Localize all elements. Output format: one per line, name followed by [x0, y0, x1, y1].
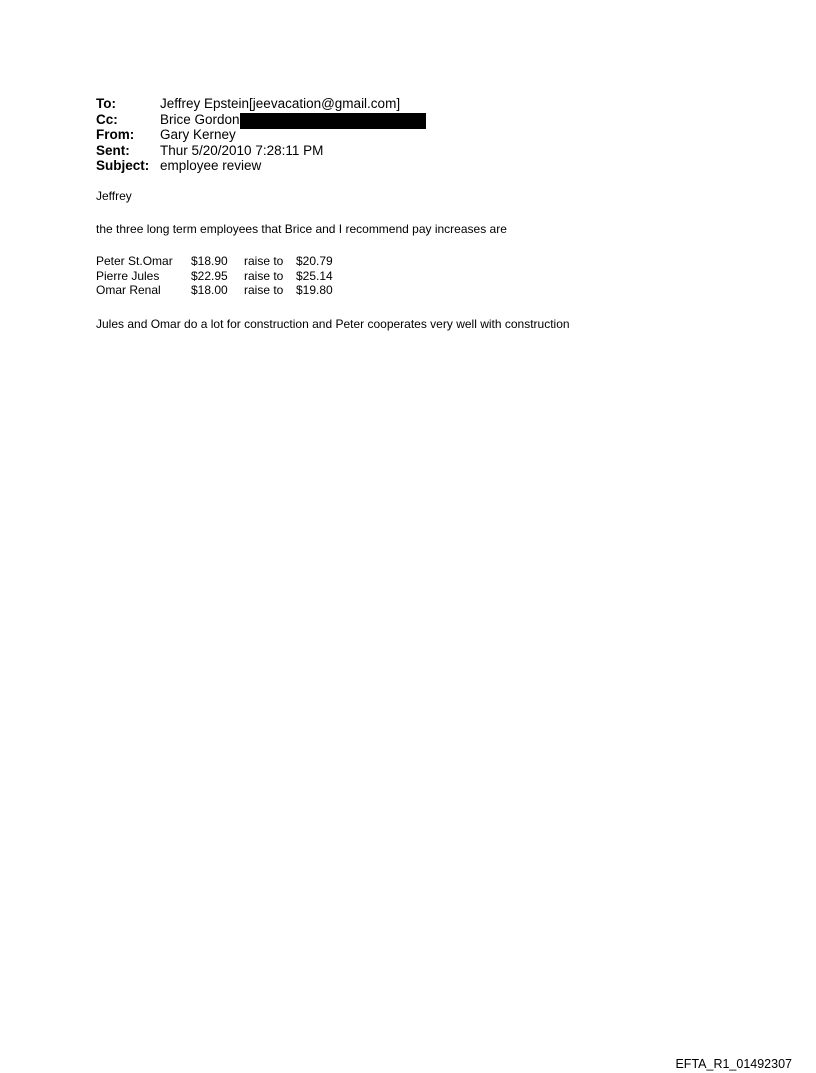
- employee-name: Pierre Jules: [96, 268, 160, 283]
- cc-value: Brice Gordon: [160, 111, 240, 127]
- current-rate: $18.00: [191, 283, 228, 297]
- current-rate: $22.95: [191, 268, 228, 283]
- new-rate: $25.14: [296, 268, 333, 283]
- to-row: [96, 96, 400, 112]
- intro-paragraph: the three long term employees that Brice and I recommend pay increases are: [96, 222, 507, 236]
- email-header: [96, 96, 400, 174]
- cc-label: Cc:: [96, 111, 118, 127]
- subject-value: employee review: [160, 158, 262, 173]
- subject-row: [96, 158, 400, 174]
- sent-row: [96, 143, 400, 159]
- raise-action: raise to: [244, 283, 284, 297]
- sent-value: Thur 5/20/2010 7:28:11 PM: [160, 142, 324, 158]
- current-rate: $18.90: [191, 254, 228, 268]
- cc-row: [96, 112, 400, 128]
- employee-name: Peter St.Omar: [96, 254, 173, 268]
- closing-paragraph: Jules and Omar do a lot for construction and Peter cooperates very well with construction: [96, 317, 570, 331]
- new-rate: $20.79: [296, 254, 333, 268]
- to-value: Jeffrey Epstein[jeevacation@gmail.com]: [160, 96, 401, 111]
- new-rate: $19.80: [296, 283, 333, 297]
- document-id: EFTA_R1_01492307: [675, 1057, 792, 1071]
- from-value: Gary Kerney: [160, 127, 236, 142]
- subject-label: Subject:: [96, 158, 150, 173]
- to-label: To:: [96, 96, 116, 111]
- raise-action: raise to: [244, 268, 284, 283]
- from-label: From:: [96, 127, 135, 142]
- employee-name: Omar Renal: [96, 283, 161, 297]
- from-row: [96, 127, 400, 143]
- greeting: Jeffrey: [96, 189, 132, 203]
- raise-action: raise to: [244, 254, 284, 268]
- redaction-box: [240, 113, 426, 129]
- sent-label: Sent:: [96, 142, 130, 158]
